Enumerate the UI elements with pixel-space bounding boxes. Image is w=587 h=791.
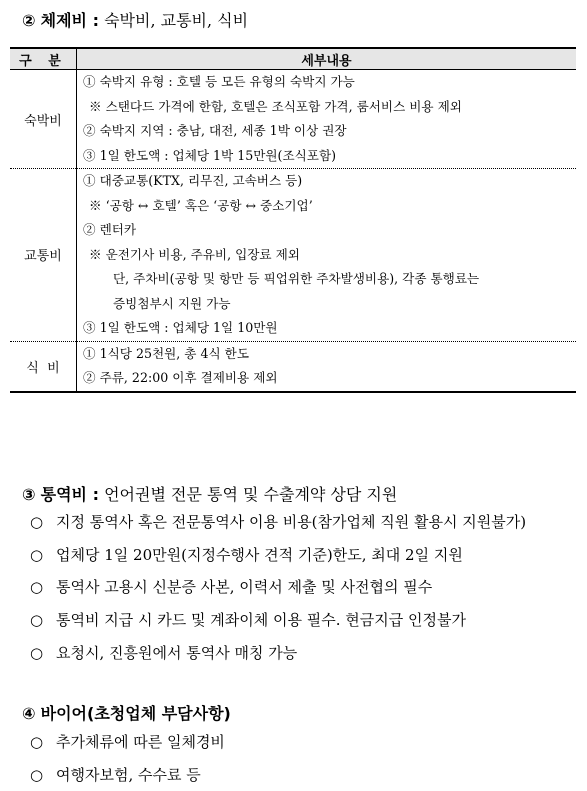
detail-note: ※ ‘공항 ↔ 호텔’ 혹은 ‘공항 ↔ 중소기업’: [89, 197, 313, 213]
bullet-marker: ○: [30, 611, 44, 630]
detail-continuation: 증빙첨부시 지원 가능: [113, 295, 231, 311]
list-item-text: 여행자보험, 수수료 등: [56, 765, 201, 784]
section-4-title: [22, 701, 231, 724]
section-3-number: ③: [22, 485, 36, 504]
detail-note: ※ 운전기사 비용, 주유비, 입장료 제외: [89, 246, 300, 262]
list-item: [30, 726, 225, 759]
list-item-text: 지정 통역사 혹은 전문통역사 이용 비용(참가업체 직원 활용시 지원불가): [56, 513, 527, 531]
detail-continuation: 단, 주차비(공항 및 항만 등 픽업위한 주차발생비용), 각종 통행료는: [113, 271, 480, 286]
detail-line: ① 숙박지 유형 : 호텔 등 모든 유형의 숙박지 가능: [83, 74, 355, 89]
bullet-marker: ○: [30, 733, 44, 751]
detail-line: ① 대중교통(KTX, 리무진, 고속버스 등): [83, 173, 303, 188]
list-item: [30, 759, 225, 791]
table-row-transport: [10, 169, 576, 342]
section-2-subtitle: 숙박비, 교통비, 식비: [104, 11, 249, 30]
row-category: 숙박비: [10, 70, 77, 169]
section-3-subtitle: 언어권별 전문 통역 및 수출계약 상담 지원: [104, 485, 398, 504]
row-details: [77, 341, 577, 392]
section-2-title: [22, 8, 248, 31]
detail-line: ② 렌터카: [83, 222, 137, 237]
list-item: [30, 506, 526, 539]
table-header-row: [10, 48, 576, 70]
table-row-lodging: [10, 70, 576, 169]
row-category: 교통비: [10, 169, 77, 342]
bullet-marker: ○: [30, 578, 44, 597]
table-row-meals: [10, 341, 576, 392]
bullet-marker: ○: [30, 643, 44, 662]
section-2-heading: 체제비 :: [40, 11, 99, 30]
section-2-number: ②: [22, 11, 36, 30]
section-3-heading: 통역비 :: [40, 485, 99, 504]
bullet-marker: ○: [30, 513, 44, 531]
list-item: [30, 604, 526, 637]
header-details: 세부내용: [77, 48, 577, 70]
section-4-number: ④: [22, 704, 36, 723]
detail-line: ② 주류, 22:00 이후 결제비용 제외: [83, 370, 278, 385]
list-item-text: 업체당 1일 20만원(지정수행사 견적 기준)한도, 최대 2일 지원: [56, 545, 463, 564]
expense-table: [10, 47, 576, 393]
row-category: 식 비: [10, 341, 77, 392]
list-item-text: 요청시, 진흥원에서 통역사 매칭 가능: [56, 643, 298, 662]
detail-note: ※ 스탠다드 가격에 한함, 호텔은 조식포함 가격, 룸서비스 비용 제외: [89, 98, 462, 114]
list-item-text: 추가체류에 따른 일체경비: [56, 733, 225, 751]
list-item-text: 통역비 지급 시 카드 및 계좌이체 이용 필수. 현금지급 인정불가: [56, 611, 466, 630]
section-4-list: [30, 726, 225, 791]
section-3-list: [30, 506, 526, 669]
row-details: [77, 70, 577, 169]
section-3-title: [22, 482, 397, 505]
section-4-heading: 바이어(초청업체 부담사항): [40, 704, 231, 723]
detail-line: ② 숙박지 지역 : 충남, 대전, 세종 1박 이상 권장: [83, 123, 347, 138]
detail-line: ③ 1일 한도액 : 업체당 1일 10만원: [83, 320, 278, 335]
list-item: [30, 539, 526, 572]
detail-line: ③ 1일 한도액 : 업체당 1박 15만원(조식포함): [83, 147, 337, 163]
detail-line: ① 1식당 25천원, 총 4식 한도: [83, 345, 249, 361]
list-item: [30, 637, 526, 670]
row-details: [77, 169, 577, 342]
list-item: [30, 571, 526, 604]
header-category: 구 분: [10, 48, 77, 70]
bullet-marker: ○: [30, 545, 44, 564]
list-item-text: 통역사 고용시 신분증 사본, 이력서 제출 및 사전협의 필수: [56, 578, 433, 597]
bullet-marker: ○: [30, 765, 44, 784]
